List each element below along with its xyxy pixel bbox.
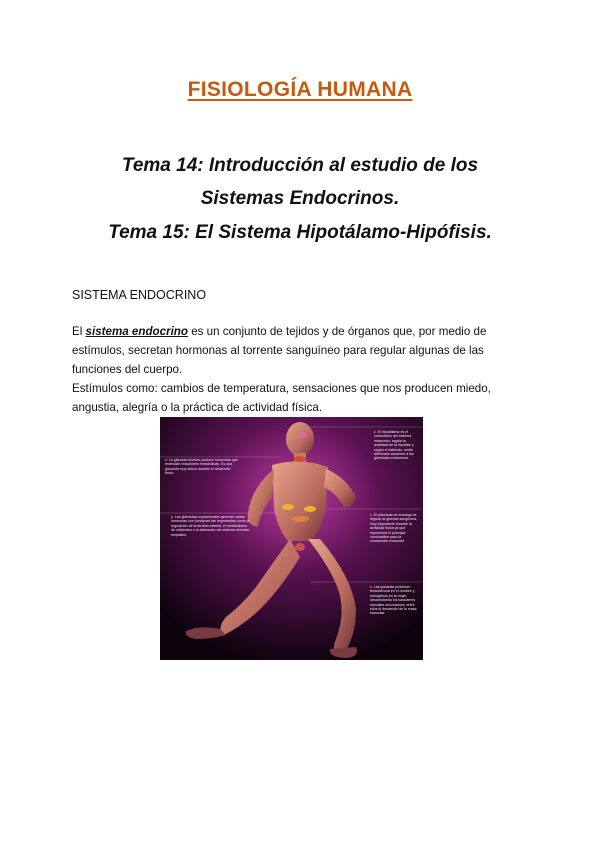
annotation-hipotalamo [374, 430, 418, 461]
paragraph-stimuli: Estímulos como: cambios de temperatura, sensaciones que nos producen miedo, angustia, alegría o la práctica de actividad física. [72, 382, 491, 414]
page-title: FISIOLOGÍA HUMANA [187, 78, 413, 101]
subtitle-line-1: Tema 14: Introducción al estudio de los [121, 155, 479, 176]
bullet-icon: ▶ [165, 458, 168, 462]
bullet-icon: ▶ [370, 585, 373, 589]
endocrine-figure [160, 417, 423, 660]
annotation-text: Las glándulas suprarrenales generan varias hormonas con funciones tan importantes como la regulación de la tensión arterial, el metabolismo de nutrientes o la activación del sistema nervioso simpático. [171, 515, 250, 537]
paragraph-prefix: El [72, 325, 86, 338]
bullet-icon: ▶ [171, 515, 174, 519]
annotation-gonadas [370, 585, 418, 616]
bullet-icon: ▶ [370, 513, 373, 517]
annotation-text: Las gónadas producen testosterona en el hombre y estrógenos en la mujer, desarrollando los caracteres sexuales secundarios, entre ellos el desarrollo de la masa muscular. [370, 585, 417, 616]
annotation-suprarrenales [171, 515, 251, 537]
annotation-text: El hipotálamo es el controlador del sistema endocrino; regula la actividad de la hipófisis y según el estímulo, emite diferentes acciones a las glándulas endocrinas. [374, 430, 414, 461]
annotation-tiroides [165, 458, 239, 476]
paragraph-rest: es un conjunto de tejidos y de órganos que, por medio de estímulos, secretan hormonas al torrente sanguíneo para regular algunas de las funciones del cuerpo. [72, 325, 487, 376]
subtitle-line-2: Sistemas Endocrinos. [200, 188, 400, 209]
annotation-text: La glándula tiroides produce hormonas que estimulan reacciones metabólicas. Es una glándula muy activa durante el desarrollo físico. [165, 458, 238, 476]
annotation-pancreas [370, 513, 418, 544]
term-sistema-endocrino: sistema endocrino [85, 325, 188, 338]
annotation-text: El páncreas se encarga de regular la glucosa sanguínea, muy importante durante la actividad física ya que representa el principal combustible para la contracción muscular. [370, 513, 418, 544]
bullet-icon: ▶ [374, 430, 377, 434]
subtitle-line-3: Tema 15: El Sistema Hipotálamo-Hipófisis. [108, 222, 492, 243]
section-heading: SISTEMA ENDOCRINO [72, 288, 207, 302]
paragraph-definition [72, 322, 532, 379]
